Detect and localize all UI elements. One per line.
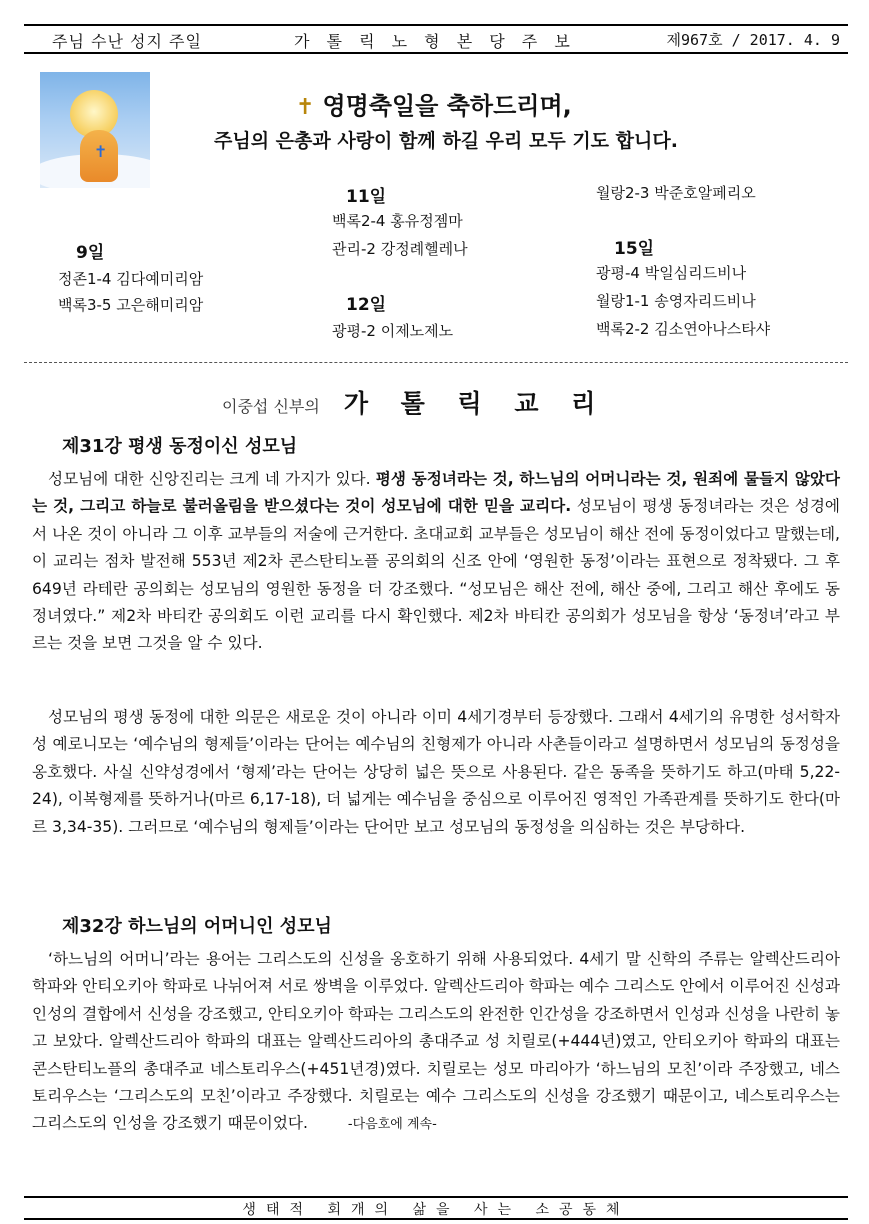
day-label-12: 12일: [346, 295, 387, 315]
feast-name: 백록2-2 김소연아나스타샤: [596, 320, 771, 338]
cross-icon: ✝: [94, 142, 108, 161]
bulletin-title: 가 톨 릭 노 형 본 당 주 보: [294, 32, 576, 51]
footer-bar: [24, 1196, 848, 1220]
lesson-32-paragraph-1: ‘하느님의 어머니’라는 용어는 그리스도의 신성을 옹호하기 위해 사용되었다. 4세기 말 신학의 주류는 알렉산드리아 학파와 안티오키아 학파로 나뉘어져 서로 쌍벽을 이루었다. 알렉산드리아 학파는 예수 그리스도 안에서 이루어진 신성과 인성의 결합에서 신성을 강조했고, 안티오키아 학파는 그리스도의 완전한 인간성을 강조하면서 인성과 신성을 나란히 놓고 보았다. 알렉산드리아 학파의 대표는 알렉산드리아의 총대주교 성 치릴로(+444년)였고, 안티오키아 학파의 대표는 콘스탄티노플의 총대주교 네스토리우스(+451년경)였다. 치릴로는 성모 마리아가 ‘하느님의 모친’이라 주장했고, 네스토리우스는 ‘그리스도의 모친’이라고 주장했다. 치릴로는 예수 그리스도의 신성을 강조했기 때문이고, 네스토리우스는 그리스도의 인성을 강조했기 때문이었다. -다음호에 계속-: [32, 950, 840, 1133]
lesson-32-title: 제32강 하느님의 어머니인 성모님: [62, 916, 332, 937]
feast-greeting-title: ✝ 영명축일을 축하드리며,: [296, 92, 572, 120]
footer-slogan: 생태적 회개의 삶을 사는 소공동체: [242, 1202, 630, 1218]
feast-name: 백록3-5 고은해미리암: [58, 296, 204, 314]
masthead-bar: [24, 24, 848, 54]
liturgical-day: 주님 수난 성지 주일: [52, 32, 202, 51]
feast-name: 정존1-4 김다예미리암: [58, 270, 204, 288]
feast-name: 월랑1-1 송영자리드비나: [596, 292, 756, 310]
cross-icon: ✝: [296, 95, 315, 120]
continued-note: -다음호에 계속-: [347, 1117, 437, 1133]
feast-name: 광평-4 박일심리드비나: [596, 264, 747, 282]
catechism-title: 가 톨 릭 교 리: [343, 389, 608, 418]
catechism-heading: [222, 384, 607, 420]
day-label-9: 9일: [76, 243, 105, 263]
feast-name: 관리-2 강정례헬레나: [332, 240, 468, 258]
doctrine-emphasis: 평생 동정녀라는 것, 하느님의 어머니라는 것, 원죄에 물들지 않았다는 것, 그리고 하늘로 불러올림을 받으셨다는 것이 성모님에 대한 믿을 교리다.: [32, 470, 840, 516]
day-label-15: 15일: [614, 239, 655, 259]
issue-number-date: 제967호 / 2017. 4. 9: [666, 31, 840, 49]
lesson-31-paragraph-1: 성모님에 대한 신앙진리는 크게 네 가지가 있다. 평생 동정녀라는 것, 하느님의 어머니라는 것, 원죄에 물들지 않았다는 것, 그리고 하늘로 불러올림을 받으셨다는 것이 성모님에 대한 믿을 교리다. 성모님이 평생 동정녀라는 것은 성경에서 나온 것이 아니라 그 이후 교부들의 저술에 근거한다. 초대교회 교부들은 성모님이 해산 전에 동정이었다고 말했는데, 이 교리는 점차 발전해 553년 제2차 콘스탄티노플 공의회의 신조 안에 ‘영원한 동정’이라는 표현으로 정착됐다. 그 후 649년 라테란 공의회는 성모님의 영원한 동정을 더 강조했다. “성모님은 해산 전에, 해산 중에, 그리고 해산 후에도 동정녀였다.” 제2차 바티칸 공의회도 이런 교리를 다시 확인했다. 제2차 바티칸 공의회가 성모님을 항상 ‘동정녀’라고 부르는 것을 보면 그것을 알 수 있다.: [32, 470, 840, 653]
angel-illustration: [40, 72, 150, 188]
lesson-31-title: 제31강 평생 동정이신 성모님: [62, 436, 298, 457]
catechism-author: 이중섭 신부의: [222, 397, 320, 416]
day-label-11: 11일: [346, 187, 387, 207]
feast-name: 백록2-4 홍유정젬마: [332, 212, 463, 230]
feast-name: 월랑2-3 박준호알페리오: [596, 184, 756, 202]
section-divider: [24, 362, 848, 363]
lesson-31-paragraph-2: 성모님의 평생 동정에 대한 의문은 새로운 것이 아니라 이미 4세기경부터 등장했다. 그래서 4세기의 유명한 성서학자 성 예로니모는 ‘예수님의 형제들’이라는 단어는 예수님의 친형제가 아니라 사촌들이라고 설명하면서 성모님의 동정성을 옹호했다. 사실 신약성경에서 ‘형제’라는 단어는 상당히 넓은 뜻으로 사용된다. 같은 동족을 뜻하기도 하고(마태 5,22-24), 이복형제를 뜻하거나(마르 6,17-18), 더 넓게는 예수님을 중심으로 이루어진 영적인 가족관계를 뜻하기도 한다(마르 3,34-35). 그러므로 ‘예수님의 형제들’이라는 단어만 보고 성모님의 동정성을 의심하는 것은 부당하다.: [32, 708, 840, 836]
feast-greeting-subtitle: 주님의 은총과 사랑이 함께 하길 우리 모두 기도 합니다.: [214, 130, 678, 152]
feast-name: 광평-2 이제노제노: [332, 322, 454, 340]
